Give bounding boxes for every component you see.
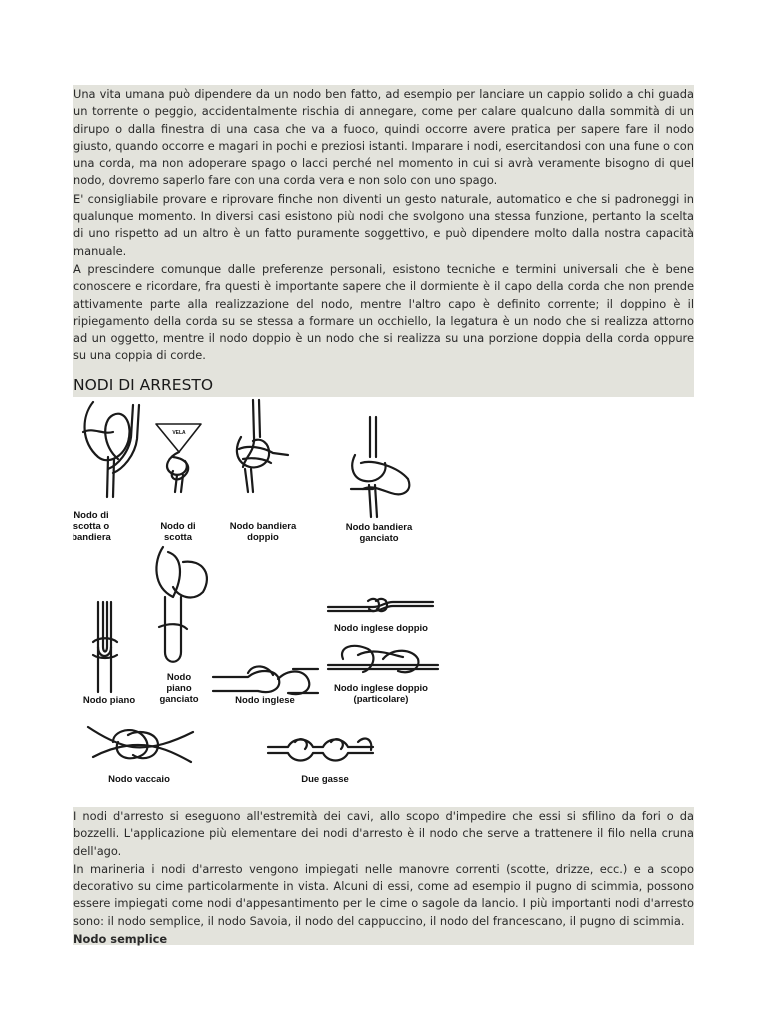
label-piano: Nodo piano (82, 695, 136, 706)
label-piano-ganciato: ganciato (159, 694, 199, 705)
label-bandiera-ganciato: Nodo bandiera (345, 522, 413, 533)
label-scotta-bandiera: bandiera (73, 532, 111, 543)
knot-piano-ganciato-drawing (156, 547, 206, 662)
label-vaccaio: Nodo vaccaio (108, 774, 170, 785)
knot-due-gasse-drawing (268, 739, 373, 761)
body-paragraph: In marineria i nodi d'arresto vengono impiegati nelle manovre correnti (scotte, drizze, ecc.) e a scopo decorativo su cime particolarmente in vista. Alcuni di essi, come ad esempio il pugno di scimmia, possono essere impiegati come nodi d'appesantimento per le cime o sagole da lancio. I più importanti nodi d'arresto sono: il nodo semplice, il nodo Savoia, il nodo del cappuccino, il nodo del francescano, il pugno di scimmia. (73, 861, 694, 928)
knot-vaccaio-drawing (88, 727, 193, 762)
label-inglese-doppio-particolare: Nodo inglese doppio (334, 683, 428, 694)
label-piano-ganciato: Nodo (166, 672, 192, 683)
intro-paragraph: A prescindere comunque dalle preferenze personali, esistono tecniche e termini universali che è bene conoscere e ricordare, fra questi è importante sapere che il dormiente è il capo della corda che non prende attivamente parte alla realizzazione del nodo, mentre l'altro capo è definito corrente; il doppino è il ripiegamento della corda su se stessa a formare un occhiello, la legatura è un nodo che si realizza attorno ad un oggetto, mentre il nodo doppio è un nodo che si realizza su una porzione doppia della corda oppure su una coppia di corde. (73, 261, 694, 363)
label-bandiera-ganciato: ganciato (359, 533, 399, 544)
label-due-gasse: Due gasse (301, 774, 349, 785)
knot-bandiera-ganciato-drawing (351, 417, 409, 517)
body-paragraph: I nodi d'arresto si eseguono all'estremità dei cavi, allo scopo d'impedire che essi si sfilino da fori o da bozzelli. L'applicazione più elementare dei nodi d'arresto è il nodo che serve a trattenere il filo nella cruna dell'ago. (73, 809, 694, 858)
label-scotta: scotta (164, 532, 192, 543)
section-heading-band (73, 364, 694, 397)
knot-scotta-bandiera-drawing (83, 402, 139, 497)
knots-illustration (73, 397, 443, 793)
label-inglese: Nodo inglese (235, 695, 295, 706)
intro-text-block (73, 85, 694, 364)
intro-paragraph: Una vita umana può dipendere da un nodo ben fatto, ad esempio per lanciare un cappio solido a chi guada un torrente o peggio, accidentalmente rischia di annegare, come per calare qualcuno dalla sommità di un dirupo o dalla finestra di una casa che va a fuoco, quindi occorre avere pratica per sapere fare il nodo giusto, quando occorre e magari in pochi e preziosi istanti. Imparare i nodi, esercitandosi con una fune o con una corda, ma non adoperare spago o lacci perché nel momento in cui si avrà veramente bisogno di quel nodo, dovremo saperlo fare con una corda vera e non solo con uno spago. (73, 87, 694, 188)
label-bandiera-doppio: Nodo bandiera (229, 521, 297, 532)
knot-bandiera-doppio-drawing (237, 400, 288, 492)
label-inglese-doppio: Nodo inglese doppio (334, 623, 428, 634)
intro-paragraph: E' consigliabile provare e riprovare finche non diventi un gesto naturale, automatico e che si padroneggi in qualunque momento. In diversi casi esistono più nodi che svolgono una stessa funzione, pertanto la scelta di uno rispetto ad un altro è un fatto puramente soggettivo, e può dipendere molto dalla nostra capacità manuale. (73, 191, 694, 258)
knot-scotta-drawing (156, 424, 201, 492)
label-piano-ganciato: piano (166, 683, 192, 694)
label-scotta-bandiera: scotta o (73, 521, 110, 532)
body-text-block (73, 807, 694, 945)
label-scotta-bandiera: Nodo di (73, 510, 109, 521)
subheading-nodo-semplice: Nodo semplice (73, 932, 168, 947)
knot-inglese-doppio-particolare-drawing (328, 646, 438, 672)
svg-text:VELA: VELA (172, 430, 186, 436)
section-title: NODI DI ARRESTO (73, 376, 214, 394)
knot-inglese-drawing (213, 666, 318, 694)
knot-piano-drawing (93, 602, 117, 692)
label-scotta: Nodo di (160, 521, 196, 532)
label-bandiera-doppio: doppio (247, 532, 279, 543)
knot-inglese-doppio-drawing (328, 599, 433, 611)
label-inglese-doppio-particolare: (particolare) (353, 694, 409, 705)
